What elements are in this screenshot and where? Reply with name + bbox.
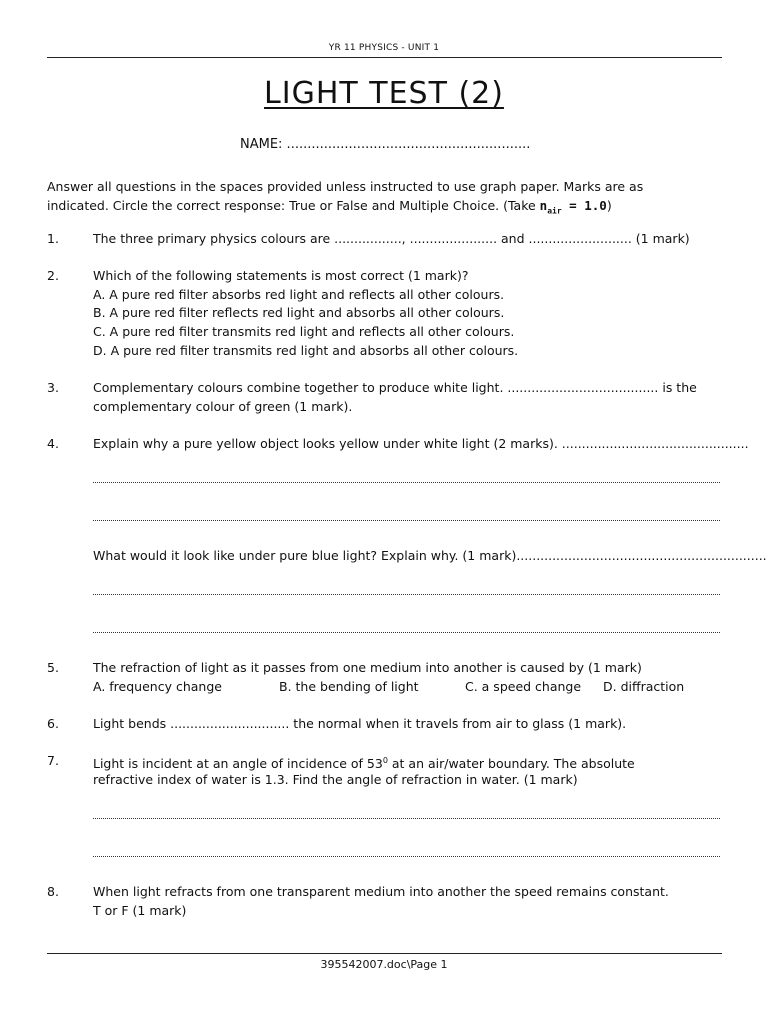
page-footer: 395542007.doc\Page 1 <box>320 958 448 971</box>
question-5-choice-d[interactable]: D. diffraction <box>603 679 685 694</box>
question-2-option-d[interactable]: D. A pure red filter transmits red light and absorbs all other colours. <box>93 343 519 358</box>
header-rule <box>47 57 722 58</box>
question-number: 5. <box>47 660 59 675</box>
page-title: LIGHT TEST (2) <box>264 76 504 111</box>
question-2-option-c[interactable]: C. A pure red filter transmits red light and reflects all other colours. <box>93 324 515 339</box>
question-number: 8. <box>47 884 59 899</box>
running-header: YR 11 PHYSICS - UNIT 1 <box>328 43 440 53</box>
question-number: 1. <box>47 231 59 246</box>
question-7-text-line-2: refractive index of water is 1.3. Find the angle of refraction in water. (1 mark) <box>93 772 578 787</box>
question-5-text: The refraction of light as it passes from one medium into another is caused by (1 mark) <box>93 660 642 675</box>
instructions-line-2-text: indicated. Circle the correct response: True or False and Multiple Choice. (Take <box>47 198 540 213</box>
question-5-choice-b[interactable]: B. the bending of light <box>279 679 419 694</box>
question-number: 6. <box>47 716 59 731</box>
question-8-true-false[interactable]: T or F (1 mark) <box>93 903 187 918</box>
question-2-option-b[interactable]: B. A pure red filter reflects red light and absorbs all other colours. <box>93 305 505 320</box>
answer-line[interactable] <box>93 856 720 857</box>
question-number: 3. <box>47 380 59 395</box>
answer-line[interactable] <box>93 482 720 483</box>
instructions-line-1: Answer all questions in the spaces provided unless instructed to use graph paper. Marks are as <box>47 179 644 194</box>
answer-line[interactable] <box>93 818 720 819</box>
question-6-text: Light bends .............................. the normal when it travels from air to glass (1 mark). <box>93 716 627 731</box>
question-3-text-line-1: Complementary colours combine together to produce white light. ...................................... is the <box>93 380 697 395</box>
question-4-subquestion: What would it look like under pure blue light? Explain why. (1 mark)............................................................... <box>93 548 767 563</box>
question-1-text: The three primary physics colours are ................., ...................... and .......................... (1 mark) <box>93 231 690 246</box>
answer-line[interactable] <box>93 632 720 633</box>
question-5-choice-c[interactable]: C. a speed change <box>465 679 582 694</box>
question-2-text: Which of the following statements is most correct (1 mark)? <box>93 268 469 283</box>
question-2-option-a[interactable]: A. A pure red filter absorbs red light and reflects all other colours. <box>93 287 505 302</box>
name-field-line: NAME: ........................................................... <box>240 137 531 152</box>
question-4-text: Explain why a pure yellow object looks yellow under white light (2 marks). ............................................... <box>93 436 749 451</box>
question-3-text-line-2: complementary colour of green (1 mark). <box>93 399 353 414</box>
n-air-symbol: $n_{air} = 1.0$ <box>539 198 607 216</box>
question-8-text: When light refracts from one transparent medium into another the speed remains constant. <box>93 884 669 899</box>
question-number: 4. <box>47 436 59 451</box>
degree-superscript: 0 <box>382 756 388 765</box>
question-5-choice-a[interactable]: A. frequency change <box>93 679 222 694</box>
answer-line[interactable] <box>93 520 720 521</box>
answer-line[interactable] <box>93 594 720 595</box>
question-number: 7. <box>47 753 59 768</box>
question-7-text-line-1: Light is incident at an angle of incidence of $53^0$ at an air/water boundary. The absolute <box>93 756 635 772</box>
instructions-line-2: indicated. Circle the correct response: True or False and Multiple Choice. (Take $n_{air} = 1.0$) <box>47 198 612 216</box>
question-number: 2. <box>47 268 59 283</box>
footer-rule <box>47 953 722 954</box>
